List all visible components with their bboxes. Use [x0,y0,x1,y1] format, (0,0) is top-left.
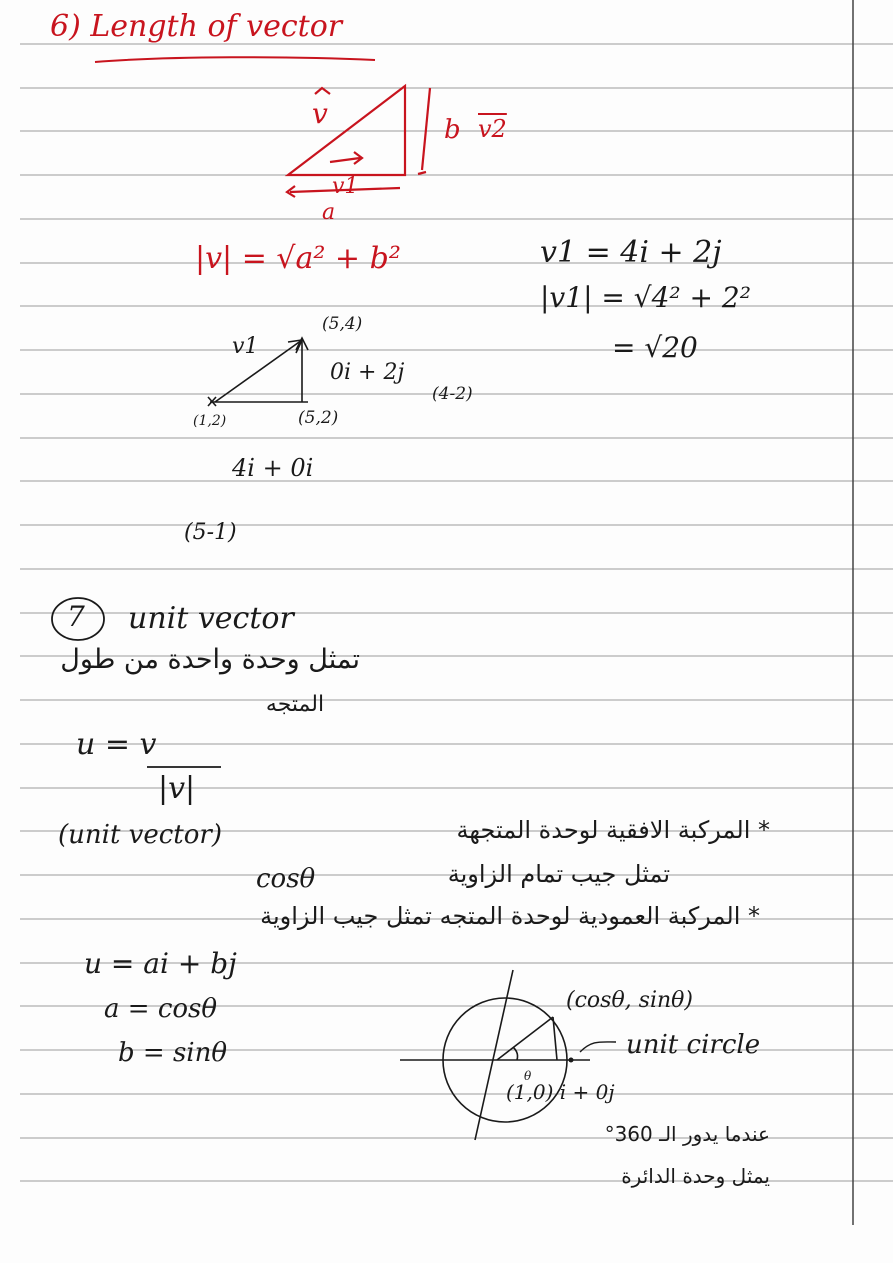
section-6-title: 6) Length of vector [50,9,343,44]
side-b-label: b [444,115,461,145]
example-magnitude: |v1| = √4² + 2² [540,281,751,314]
right-triangle-diagram [270,80,450,220]
base-vector-label: v1 [332,174,359,199]
base-length-label: a [322,200,336,225]
fraction-bar [145,764,225,770]
circle-unit-note: يمثل وحدة الدائرة [621,1164,770,1188]
a-equals-cos: a = cosθ [104,994,218,1024]
unit-vector-formula-denominator: |v| [158,771,196,806]
horizontal-component-note: * المركبة الافقية لوحدة المتجهة [456,816,770,844]
unit-circle-label: unit circle [626,1030,761,1060]
unit-vector-label: (unit vector) [58,820,222,850]
vertical-component: 0i + 2j [330,360,405,385]
example-result: = √20 [612,331,698,364]
unit-vector-formula-numerator: u = v [76,727,157,762]
label-leader-line [578,1032,618,1056]
b-equals-sin: b = sinθ [118,1038,228,1068]
unit-circle-point: (cosθ, sinθ) [566,988,693,1013]
side-b-vector-label: v2 [478,115,507,143]
rotation-note: عندما يدور الـ 360° [604,1122,770,1146]
vector-sketch [200,320,330,420]
unit-circle-vector: (1,0) i + 0j [506,1080,615,1104]
title-underline [90,50,390,70]
vertical-component-note: * المركبة العمودية لوحدة المتجه تمثل جيب الزاوية [260,902,760,930]
point-5-2: (5,2) [298,408,339,428]
vertical-difference: (4-2) [432,384,473,404]
sketch-vector-label: v1 [232,334,259,359]
cos-theta-label: cosθ [256,864,316,894]
hyp-label: v [312,97,328,130]
unit-circle-diagram [395,965,595,1145]
section-7-number: 7 [67,600,85,633]
cosine-note: تمثل جيب تمام الزاوية [447,860,670,888]
point-1-2: (1,2) [193,413,227,429]
horizontal-component: 4i + 0i [232,454,314,482]
unit-vector-definition-cont: المتجه [265,692,325,717]
unit-vector-definition: تمثل وحدة واحدة من طول [60,644,360,675]
magnitude-formula: |v| = √a² + b² [195,241,401,276]
example-vector: v1 = 4i + 2j [540,235,722,270]
component-equation: u = ai + bj [84,947,237,980]
point-5-4: (5,4) [322,314,363,334]
section-7-title: unit vector [128,601,294,636]
angle-theta: θ [524,1069,532,1083]
horizontal-difference: (5-1) [184,520,237,545]
